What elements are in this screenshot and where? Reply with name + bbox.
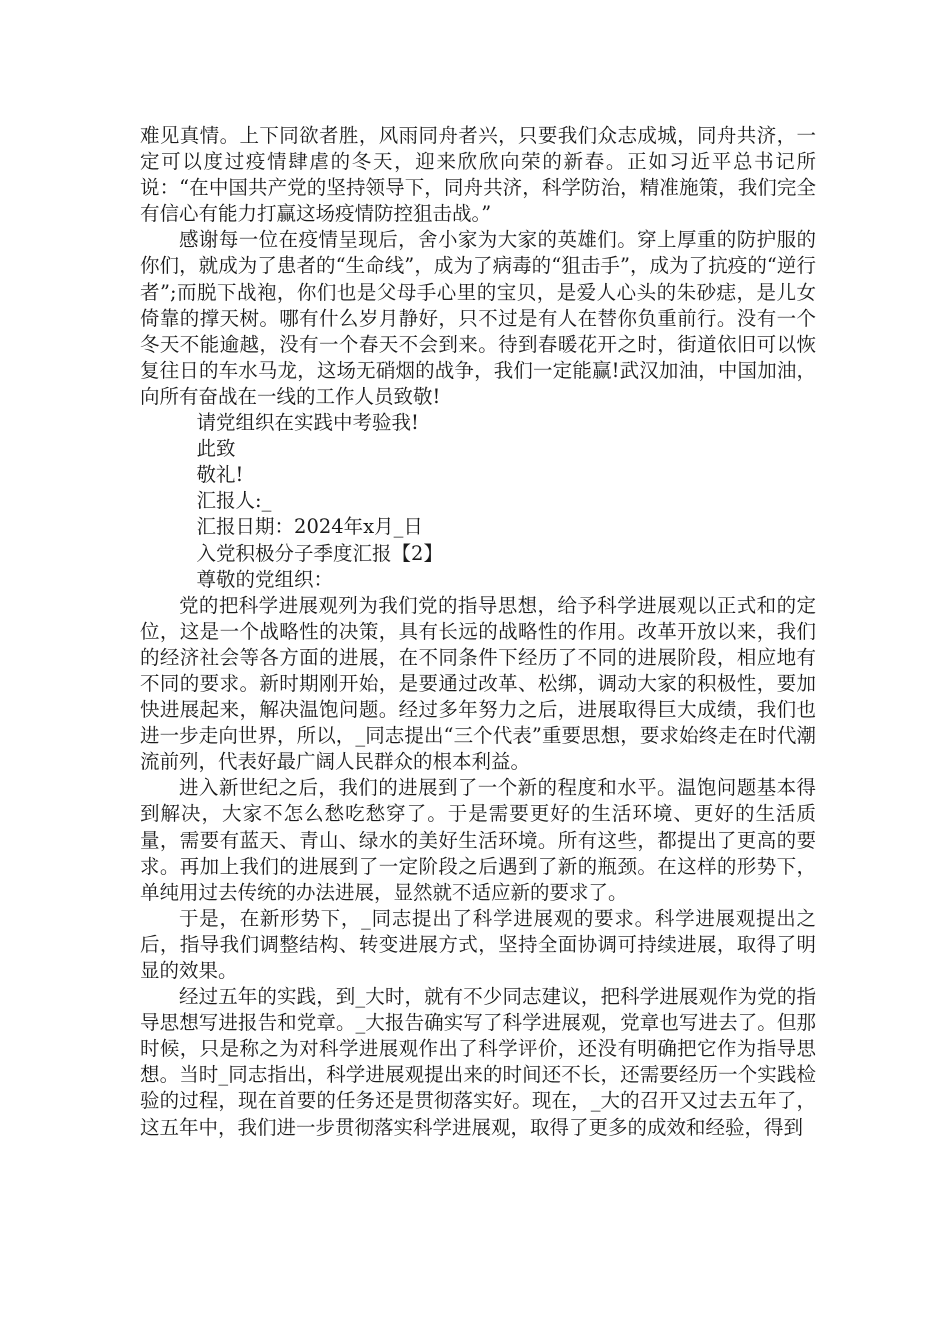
salutation-jingli: 敬礼! [196,463,244,487]
paragraph-continuation: 难见真情。上下同欲者胜，风雨同舟者兴，只要我们众志成城，同舟共济，一定可以度过疫情肆虐的冬天，迎来欣欣向荣的新春。正如习近平总书记所说：“在中国共产党的坚持领导下，同舟共济，科学防治，精准施策，我们完全有信心有能力打赢这场疫情防控狙击战。” [140,124,816,226]
paragraph-guiding-thought: 党的把科学进展观列为我们党的指导思想，给予科学进展观以正式和的定位，这是一个战略性的决策，具有长远的战略性的作用。改革开放以来，我们的经济社会等各方面的进展，在不同条件下经历了不同的进展阶段，相应地有不同的要求。新时期刚开始，是要通过改革、松绑，调动大家的积极性，要加快进展起来，解决温饱问题。经过多年努力之后，进展取得巨大成绩，我们也进一步走向世界，所以，_同志提出“三个代表”重要思想，要求始终走在时代潮流前列，代表好最广阔人民群众的根本利益。 [140,593,816,774]
greeting-line: 尊敬的党组织： [196,567,334,591]
closing-request-line: 请党组织在实践中考验我! [196,411,419,435]
paragraph-new-century: 进入新世纪之后，我们的进展到了一个新的程度和水平。温饱问题基本得到解决，大家不怎么愁吃愁穿了。于是需要更好的生活环境、更好的生活质量，需要有蓝天、青山、绿水的美好生活环境。所有这些，都提出了更高的要求。再加上我们的进展到了一定阶段之后遇到了新的瓶颈。在这样的形势下，单纯用过去传统的办法进展，显然就不适应新的要求了。 [140,776,816,904]
paragraph-five-years: 经过五年的实践，到_大时，就有不少同志建议，把科学进展观作为党的指导思想写进报告和党章。_大报告确实写了科学进展观，党章也写进去了。但那时候，只是称之为对科学进展观作出了科学评价，还没有明确把它作为指导思想。当时_同志指出，科学进展观提出来的时间还不长，还需要经历一个实践检验的过程，现在首要的任务还是贯彻落实好。现在，_大的召开又过去五年了，这五年中，我们进一步贯彻落实科学进展观，取得了更多的成效和经验，得到 [140,985,816,1139]
paragraph-thanks-heroes: 感谢每一位在疫情呈现后，舍小家为大家的英雄们。穿上厚重的防护服的你们，就成为了患者的“生命线”，成为了病毒的“狙击手”，成为了抗疫的“逆行者”;而脱下战袍，你们也是父母手心里的宝贝，是爱人心头的朱砂痣，是儿女倚靠的撑天树。哪有什么岁月静好，只不过是有人在替你负重前行。没有一个冬天不能逾越，没有一个春天不会到来。待到春暖花开之时，街道依旧可以恢复往日的车水马龙，这场无硝烟的战争，我们一定能赢!武汉加油，中国加油，向所有奋战在一线的工作人员致敬! [140,228,816,408]
report-date-line: 汇报日期：2024年x月_日 [196,515,423,539]
reporter-name-line: 汇报人:_ [196,489,272,513]
section-title: 入党积极分子季度汇报【2】 [196,541,443,565]
document-page [140,123,816,1141]
paragraph-new-situation: 于是，在新形势下，_同志提出了科学进展观的要求。科学进展观提出之后，指导我们调整结构、转变进展方式，坚持全面协调可持续进展，取得了明显的效果。 [140,906,816,982]
salutation-cizhi: 此致 [196,437,236,461]
